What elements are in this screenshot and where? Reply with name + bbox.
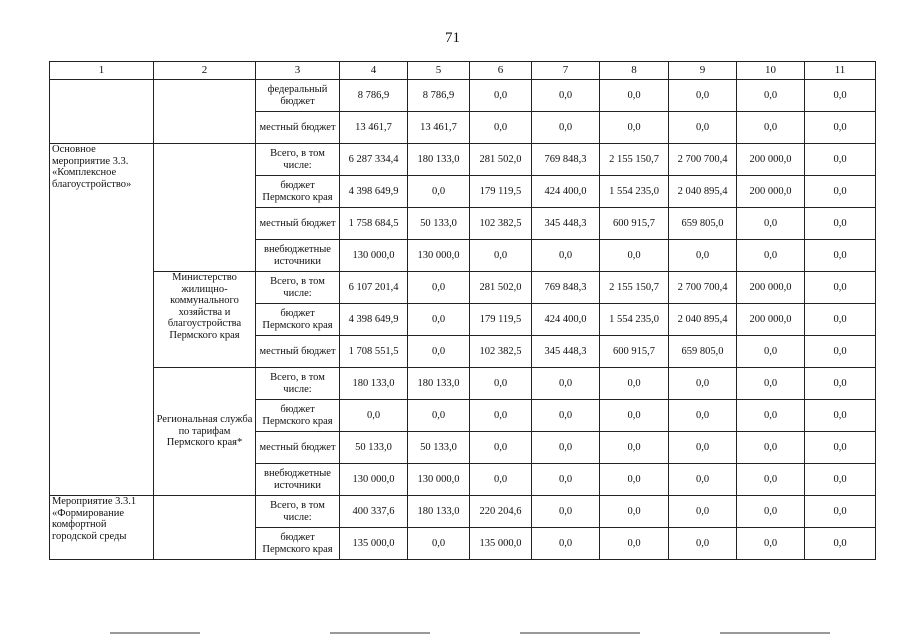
funding-source: бюджет Пермского края [256,400,340,432]
column-number-5: 5 [408,62,470,80]
column-number-row [50,62,876,80]
amount-cell: 2 040 895,4 [669,176,737,208]
amount-cell: 0,0 [669,112,737,144]
amount-cell: 0,0 [600,432,669,464]
executor-empty [154,496,256,560]
amount-cell: 0,0 [737,464,805,496]
amount-cell: 0,0 [737,432,805,464]
event-name-continued [50,80,154,144]
amount-cell: 0,0 [600,496,669,528]
amount-cell: 0,0 [669,240,737,272]
amount-cell: 345 448,3 [532,336,600,368]
executor-tariff-service: Региональная служба по тарифам Пермского края* [154,368,256,496]
amount-cell: 0,0 [532,432,600,464]
amount-cell: 600 915,7 [600,208,669,240]
amount-cell: 1 758 684,5 [340,208,408,240]
amount-cell: 0,0 [408,272,470,304]
table-row [50,144,876,176]
amount-cell: 0,0 [805,368,876,400]
column-number-1: 1 [50,62,154,80]
event-3-3-name: Основное мероприятие 3.3. «Комплексное благоустройство» [50,144,154,496]
amount-cell: 0,0 [737,336,805,368]
amount-cell: 220 204,6 [470,496,532,528]
amount-cell: 2 040 895,4 [669,304,737,336]
amount-cell: 102 382,5 [470,208,532,240]
amount-cell: 1 554 235,0 [600,176,669,208]
amount-cell: 281 502,0 [470,144,532,176]
funding-source: внебюджетные источники [256,464,340,496]
amount-cell: 0,0 [600,368,669,400]
funding-source: местный бюджет [256,112,340,144]
amount-cell: 424 400,0 [532,176,600,208]
amount-cell: 0,0 [737,496,805,528]
amount-cell: 180 133,0 [408,144,470,176]
amount-cell: 180 133,0 [408,368,470,400]
funding-source: местный бюджет [256,336,340,368]
amount-cell: 0,0 [805,272,876,304]
amount-cell: 0,0 [470,368,532,400]
amount-cell: 0,0 [737,112,805,144]
amount-cell: 200 000,0 [737,304,805,336]
amount-cell: 0,0 [805,496,876,528]
amount-cell: 0,0 [532,528,600,560]
funding-source: местный бюджет [256,432,340,464]
amount-cell: 0,0 [532,240,600,272]
amount-cell: 200 000,0 [737,176,805,208]
amount-cell: 0,0 [737,240,805,272]
amount-cell: 0,0 [532,464,600,496]
funding-source: Всего, в том числе: [256,368,340,400]
page-number: 71 [445,30,460,46]
amount-cell: 2 700 700,4 [669,144,737,176]
amount-cell: 179 119,5 [470,176,532,208]
amount-cell: 0,0 [669,432,737,464]
table-row [50,80,876,112]
amount-cell: 0,0 [532,368,600,400]
amount-cell: 1 554 235,0 [600,304,669,336]
amount-cell: 0,0 [600,400,669,432]
column-number-10: 10 [737,62,805,80]
amount-cell: 0,0 [805,112,876,144]
amount-cell: 0,0 [669,80,737,112]
amount-cell: 135 000,0 [340,528,408,560]
amount-cell: 8 786,9 [340,80,408,112]
amount-cell: 0,0 [737,400,805,432]
amount-cell: 200 000,0 [737,272,805,304]
funding-source: бюджет Пермского края [256,304,340,336]
amount-cell: 424 400,0 [532,304,600,336]
amount-cell: 2 700 700,4 [669,272,737,304]
funding-source: внебюджетные источники [256,240,340,272]
amount-cell: 0,0 [805,400,876,432]
amount-cell: 200 000,0 [737,144,805,176]
amount-cell: 281 502,0 [470,272,532,304]
column-number-4: 4 [340,62,408,80]
amount-cell: 0,0 [805,304,876,336]
amount-cell: 180 133,0 [408,496,470,528]
amount-cell: 0,0 [470,80,532,112]
amount-cell: 0,0 [669,368,737,400]
amount-cell: 0,0 [470,112,532,144]
column-number-3: 3 [256,62,340,80]
executor-continued [154,80,256,144]
budget-table [49,61,876,560]
amount-cell: 2 155 150,7 [600,272,669,304]
amount-cell: 0,0 [408,528,470,560]
amount-cell: 0,0 [805,144,876,176]
funding-source: бюджет Пермского края [256,528,340,560]
amount-cell: 130 000,0 [340,240,408,272]
amount-cell: 102 382,5 [470,336,532,368]
amount-cell: 0,0 [805,80,876,112]
column-number-6: 6 [470,62,532,80]
funding-source: бюджет Пермского края [256,176,340,208]
amount-cell: 769 848,3 [532,272,600,304]
amount-cell: 0,0 [408,336,470,368]
amount-cell: 0,0 [340,400,408,432]
amount-cell: 8 786,9 [408,80,470,112]
column-number-2: 2 [154,62,256,80]
amount-cell: 2 155 150,7 [600,144,669,176]
amount-cell: 0,0 [470,400,532,432]
amount-cell: 0,0 [737,368,805,400]
amount-cell: 400 337,6 [340,496,408,528]
amount-cell: 180 133,0 [340,368,408,400]
page-bottom-edge [100,632,860,636]
amount-cell: 6 107 201,4 [340,272,408,304]
amount-cell: 0,0 [805,464,876,496]
amount-cell: 4 398 649,9 [340,304,408,336]
amount-cell: 130 000,0 [408,464,470,496]
amount-cell: 659 805,0 [669,336,737,368]
event-3-3-1-name: Мероприятие 3.3.1 «Формирование комфортной городской среды [50,496,154,560]
funding-source: Всего, в том числе: [256,144,340,176]
amount-cell: 0,0 [669,400,737,432]
amount-cell: 50 133,0 [408,208,470,240]
table-row [50,272,876,304]
amount-cell: 13 461,7 [340,112,408,144]
amount-cell: 0,0 [408,176,470,208]
amount-cell: 135 000,0 [470,528,532,560]
table-row [50,368,876,400]
amount-cell: 0,0 [669,528,737,560]
amount-cell: 0,0 [805,208,876,240]
amount-cell: 0,0 [737,208,805,240]
amount-cell: 0,0 [470,464,532,496]
amount-cell: 0,0 [470,432,532,464]
amount-cell: 4 398 649,9 [340,176,408,208]
amount-cell: 0,0 [805,176,876,208]
column-number-11: 11 [805,62,876,80]
column-number-8: 8 [600,62,669,80]
executor-ministry: Министерство жилищно-коммунального хозяйства и благоустройства Пермского края [154,272,256,368]
amount-cell: 0,0 [470,240,532,272]
amount-cell: 0,0 [600,80,669,112]
amount-cell: 0,0 [532,80,600,112]
amount-cell: 0,0 [600,464,669,496]
amount-cell: 659 805,0 [669,208,737,240]
amount-cell: 0,0 [669,496,737,528]
amount-cell: 769 848,3 [532,144,600,176]
amount-cell: 0,0 [737,80,805,112]
amount-cell: 0,0 [532,400,600,432]
funding-source: местный бюджет [256,208,340,240]
amount-cell: 0,0 [532,112,600,144]
amount-cell: 50 133,0 [340,432,408,464]
amount-cell: 0,0 [600,112,669,144]
amount-cell: 600 915,7 [600,336,669,368]
amount-cell: 50 133,0 [408,432,470,464]
amount-cell: 130 000,0 [408,240,470,272]
column-number-7: 7 [532,62,600,80]
amount-cell: 13 461,7 [408,112,470,144]
amount-cell: 0,0 [600,240,669,272]
amount-cell: 0,0 [669,464,737,496]
amount-cell: 6 287 334,4 [340,144,408,176]
table-row [50,496,876,528]
amount-cell: 0,0 [408,400,470,432]
amount-cell: 345 448,3 [532,208,600,240]
amount-cell: 0,0 [532,496,600,528]
amount-cell: 0,0 [737,528,805,560]
amount-cell: 0,0 [408,304,470,336]
amount-cell: 1 708 551,5 [340,336,408,368]
column-number-9: 9 [669,62,737,80]
amount-cell: 0,0 [805,432,876,464]
funding-source: федеральный бюджет [256,80,340,112]
amount-cell: 0,0 [805,240,876,272]
amount-cell: 0,0 [805,528,876,560]
executor-empty [154,144,256,272]
amount-cell: 0,0 [600,528,669,560]
funding-source: Всего, в том числе: [256,272,340,304]
amount-cell: 130 000,0 [340,464,408,496]
amount-cell: 179 119,5 [470,304,532,336]
funding-source: Всего, в том числе: [256,496,340,528]
amount-cell: 0,0 [805,336,876,368]
